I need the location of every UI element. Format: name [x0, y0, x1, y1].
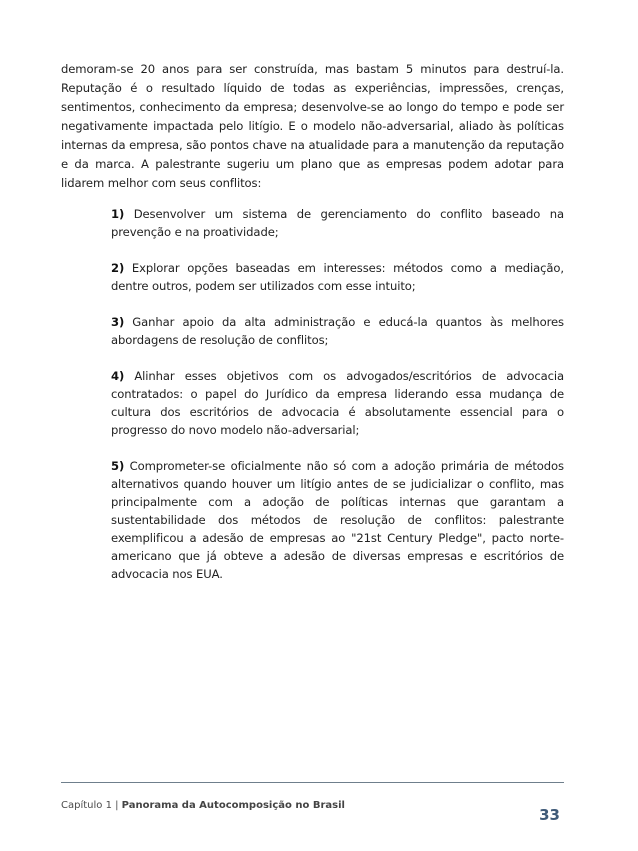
list-item-number: 1) — [111, 207, 125, 221]
list-item-number: 4) — [111, 369, 125, 383]
list-item-text: Ganhar apoio da alta administração e educá-la quantos às melhores abordagens de resolução de conflitos; — [111, 315, 564, 347]
footer-chapter: Capítulo 1 — [61, 800, 112, 811]
list-item — [111, 457, 564, 583]
list-item-number: 3) — [111, 315, 125, 329]
page-number: 33 — [539, 806, 560, 824]
list-item-text: Desenvolver um sistema de gerenciamento do conflito baseado na prevenção e na proatividade; — [111, 207, 564, 239]
intro-paragraph: demoram-se 20 anos para ser construída, mas bastam 5 minutos para destruí-la. Reputação é o resultado líquido de todas as experiências, impressões, crenças, sentimentos, conhecimento da empresa; desenvolve-se ao longo do tempo e pode ser negativamente impactada pelo litígio. E o modelo não-adversarial, aliado às políticas internas da empresa, são pontos chave na atualidade para a manutenção da reputação e da marca. A palestrante sugeriu um plano que as empresas podem adotar para lidarem melhor com seus conflitos: — [61, 62, 564, 190]
list-item-text: Explorar opções baseadas em interesses: métodos como a mediação, dentre outros, podem ser utilizados com esse intuito; — [111, 261, 564, 293]
page-content — [61, 60, 564, 601]
footer-book-title: Panorama da Autocomposição no Brasil — [121, 800, 345, 811]
list-item-number: 5) — [111, 459, 125, 473]
footer-separator: | — [111, 800, 122, 811]
list-item-number: 2) — [111, 261, 125, 275]
numbered-list — [111, 205, 564, 583]
list-item-text: Alinhar esses objetivos com os advogados/escritórios de advocacia contratados: o papel do Jurídico da empresa liderando essa mudança de cultura dos escritórios de advocacia é absolutamente essencial para o progresso do novo modelo não-adversarial; — [111, 369, 564, 437]
list-item-text: Comprometer-se oficialmente não só com a adoção primária de métodos alternativos quando houver um litígio antes de se judicializar o conflito, mas principalmente com a adoção de políticas internas que garantam a sustentabilidade dos métodos de resolução de conflitos: palestrante exemplificou a adesão de empresas ao "21st Century Pledge", pacto norte-americano que já obteve a adesão de diversas empresas e escritórios de advocacia nos EUA. — [111, 459, 564, 581]
list-item — [111, 313, 564, 349]
footer-divider — [61, 782, 564, 783]
list-item — [111, 259, 564, 295]
list-item — [111, 367, 564, 439]
list-item — [111, 205, 564, 241]
footer-running-title — [61, 800, 345, 811]
